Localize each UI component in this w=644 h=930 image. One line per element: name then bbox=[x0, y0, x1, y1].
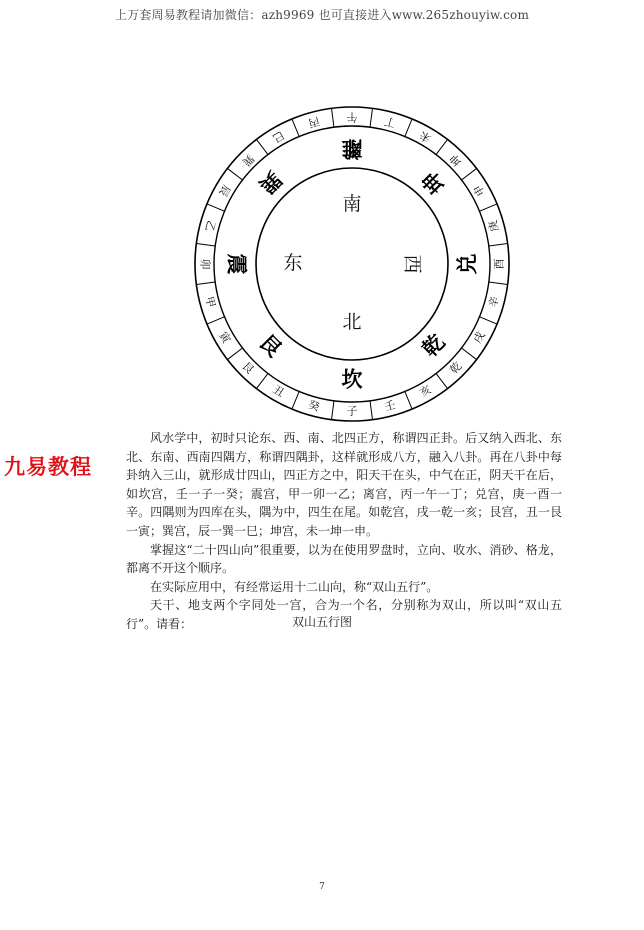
mountain-label: 亥 bbox=[417, 382, 434, 400]
mountain-divider bbox=[292, 391, 299, 409]
mountain-label: 巽 bbox=[239, 151, 257, 169]
mountain-divider bbox=[370, 401, 372, 420]
mountain-divider bbox=[292, 119, 299, 137]
mountain-label: 丑 bbox=[270, 382, 287, 400]
mountain-label: 辰 bbox=[216, 182, 234, 199]
paragraph: 掌握这“二十四山向”很重要，以为在使用罗盘时，立向、收水、消砂、格龙，都离不开这个顺序。 bbox=[126, 542, 562, 576]
mountain-divider bbox=[227, 168, 242, 180]
trigram-label: 艮 bbox=[254, 329, 287, 362]
mountain-label: 寅 bbox=[216, 329, 234, 346]
mountain-divider bbox=[461, 168, 476, 180]
mountain-divider bbox=[436, 373, 448, 388]
trigram-label: 巽 bbox=[254, 166, 287, 199]
mountain-divider bbox=[489, 282, 508, 284]
article-body bbox=[126, 429, 562, 634]
twenty-four-mountain-compass bbox=[192, 104, 512, 424]
trigram-label: 震 bbox=[224, 253, 250, 275]
mountain-label: 壬 bbox=[383, 398, 398, 414]
mountain-divider bbox=[479, 204, 497, 211]
mountain-divider bbox=[256, 139, 268, 154]
direction-south: 南 bbox=[342, 193, 362, 215]
mountain-divider bbox=[436, 139, 448, 154]
mountain-divider bbox=[461, 348, 476, 360]
mountain-divider bbox=[207, 204, 225, 211]
mountain-label: 坤 bbox=[447, 151, 465, 169]
mountain-label: 丁 bbox=[383, 114, 398, 130]
trigram-label: 離 bbox=[341, 136, 363, 162]
mountain-divider bbox=[405, 119, 412, 137]
trigram-label: 坎 bbox=[341, 366, 363, 392]
mountain-label: 艮 bbox=[239, 359, 257, 377]
trigram-label: 兑 bbox=[454, 253, 480, 275]
mountain-divider bbox=[207, 317, 225, 324]
mountain-divider bbox=[196, 244, 215, 246]
mountain-label: 丙 bbox=[306, 114, 321, 130]
mountain-divider bbox=[196, 282, 215, 284]
mountain-label: 乾 bbox=[447, 359, 465, 377]
mountain-label: 癸 bbox=[306, 398, 321, 414]
mountain-label: 戌 bbox=[470, 329, 488, 346]
mountain-divider bbox=[256, 373, 268, 388]
mountain-label: 巳 bbox=[270, 128, 287, 146]
mountain-label: 未 bbox=[417, 128, 434, 146]
mountain-divider bbox=[489, 244, 508, 246]
watermark-logo: 九易教程 bbox=[4, 455, 92, 479]
mountain-label: 卯 bbox=[198, 258, 212, 270]
mountain-label: 酉 bbox=[492, 258, 506, 270]
mountain-divider bbox=[405, 391, 412, 409]
trigram-label: 坤 bbox=[417, 166, 450, 199]
mountain-divider bbox=[479, 317, 497, 324]
compass-diagram bbox=[192, 104, 512, 424]
paragraph: 风水学中，初时只论东、西、南、北四正方，称谓四正卦。后又纳入西北、东北、东南、西南四隅方，称谓四隅卦，这样就形成八方，融入八卦。再在八卦中每卦纳入三山，就形成廿四山，四正方之中，阳天干在头，中气在正，阴天干在后，如坎宫，壬一子一癸；震宫，甲一卯一乙；离宫，丙一午一丁；兑宫，庚一酉一辛。四隅则为四库在头，隅为中，四生在尾。如乾宫，戌一乾一亥；艮宫，丑一艮一寅；巽宫，辰一巽一巳；坤宫，未一坤一申。 bbox=[126, 431, 562, 538]
paragraph: 天干、地支两个字同处一宫，合为一个名，分别称为双山，所以叫“双山五行”。请看： bbox=[126, 598, 562, 631]
trigram-label: 乾 bbox=[417, 329, 450, 362]
figure-title: 双山五行图 bbox=[291, 615, 352, 629]
direction-west: 西 bbox=[401, 254, 423, 274]
mountain-divider bbox=[332, 108, 334, 127]
mountain-label: 甲 bbox=[202, 295, 218, 310]
page-number: 7 bbox=[319, 882, 325, 892]
mountain-divider bbox=[370, 108, 372, 127]
mountain-divider bbox=[227, 348, 242, 360]
page-header: 上万套周易教程请加微信：azh9969 也可直接进入www.265zhouyiw.com bbox=[114, 8, 530, 22]
paragraph: 在实际应用中，有经常运用十二山向，称“双山五行”。 bbox=[150, 579, 439, 594]
mountain-label: 子 bbox=[346, 404, 358, 418]
mountain-divider bbox=[332, 401, 334, 420]
mountain-label: 乙 bbox=[202, 218, 218, 233]
mountain-label: 午 bbox=[346, 110, 358, 124]
direction-east: 东 bbox=[283, 252, 303, 274]
mountain-label: 辛 bbox=[486, 295, 502, 310]
mountain-label: 申 bbox=[470, 182, 488, 199]
direction-north: 北 bbox=[342, 311, 362, 333]
mountain-label: 庚 bbox=[486, 218, 502, 233]
